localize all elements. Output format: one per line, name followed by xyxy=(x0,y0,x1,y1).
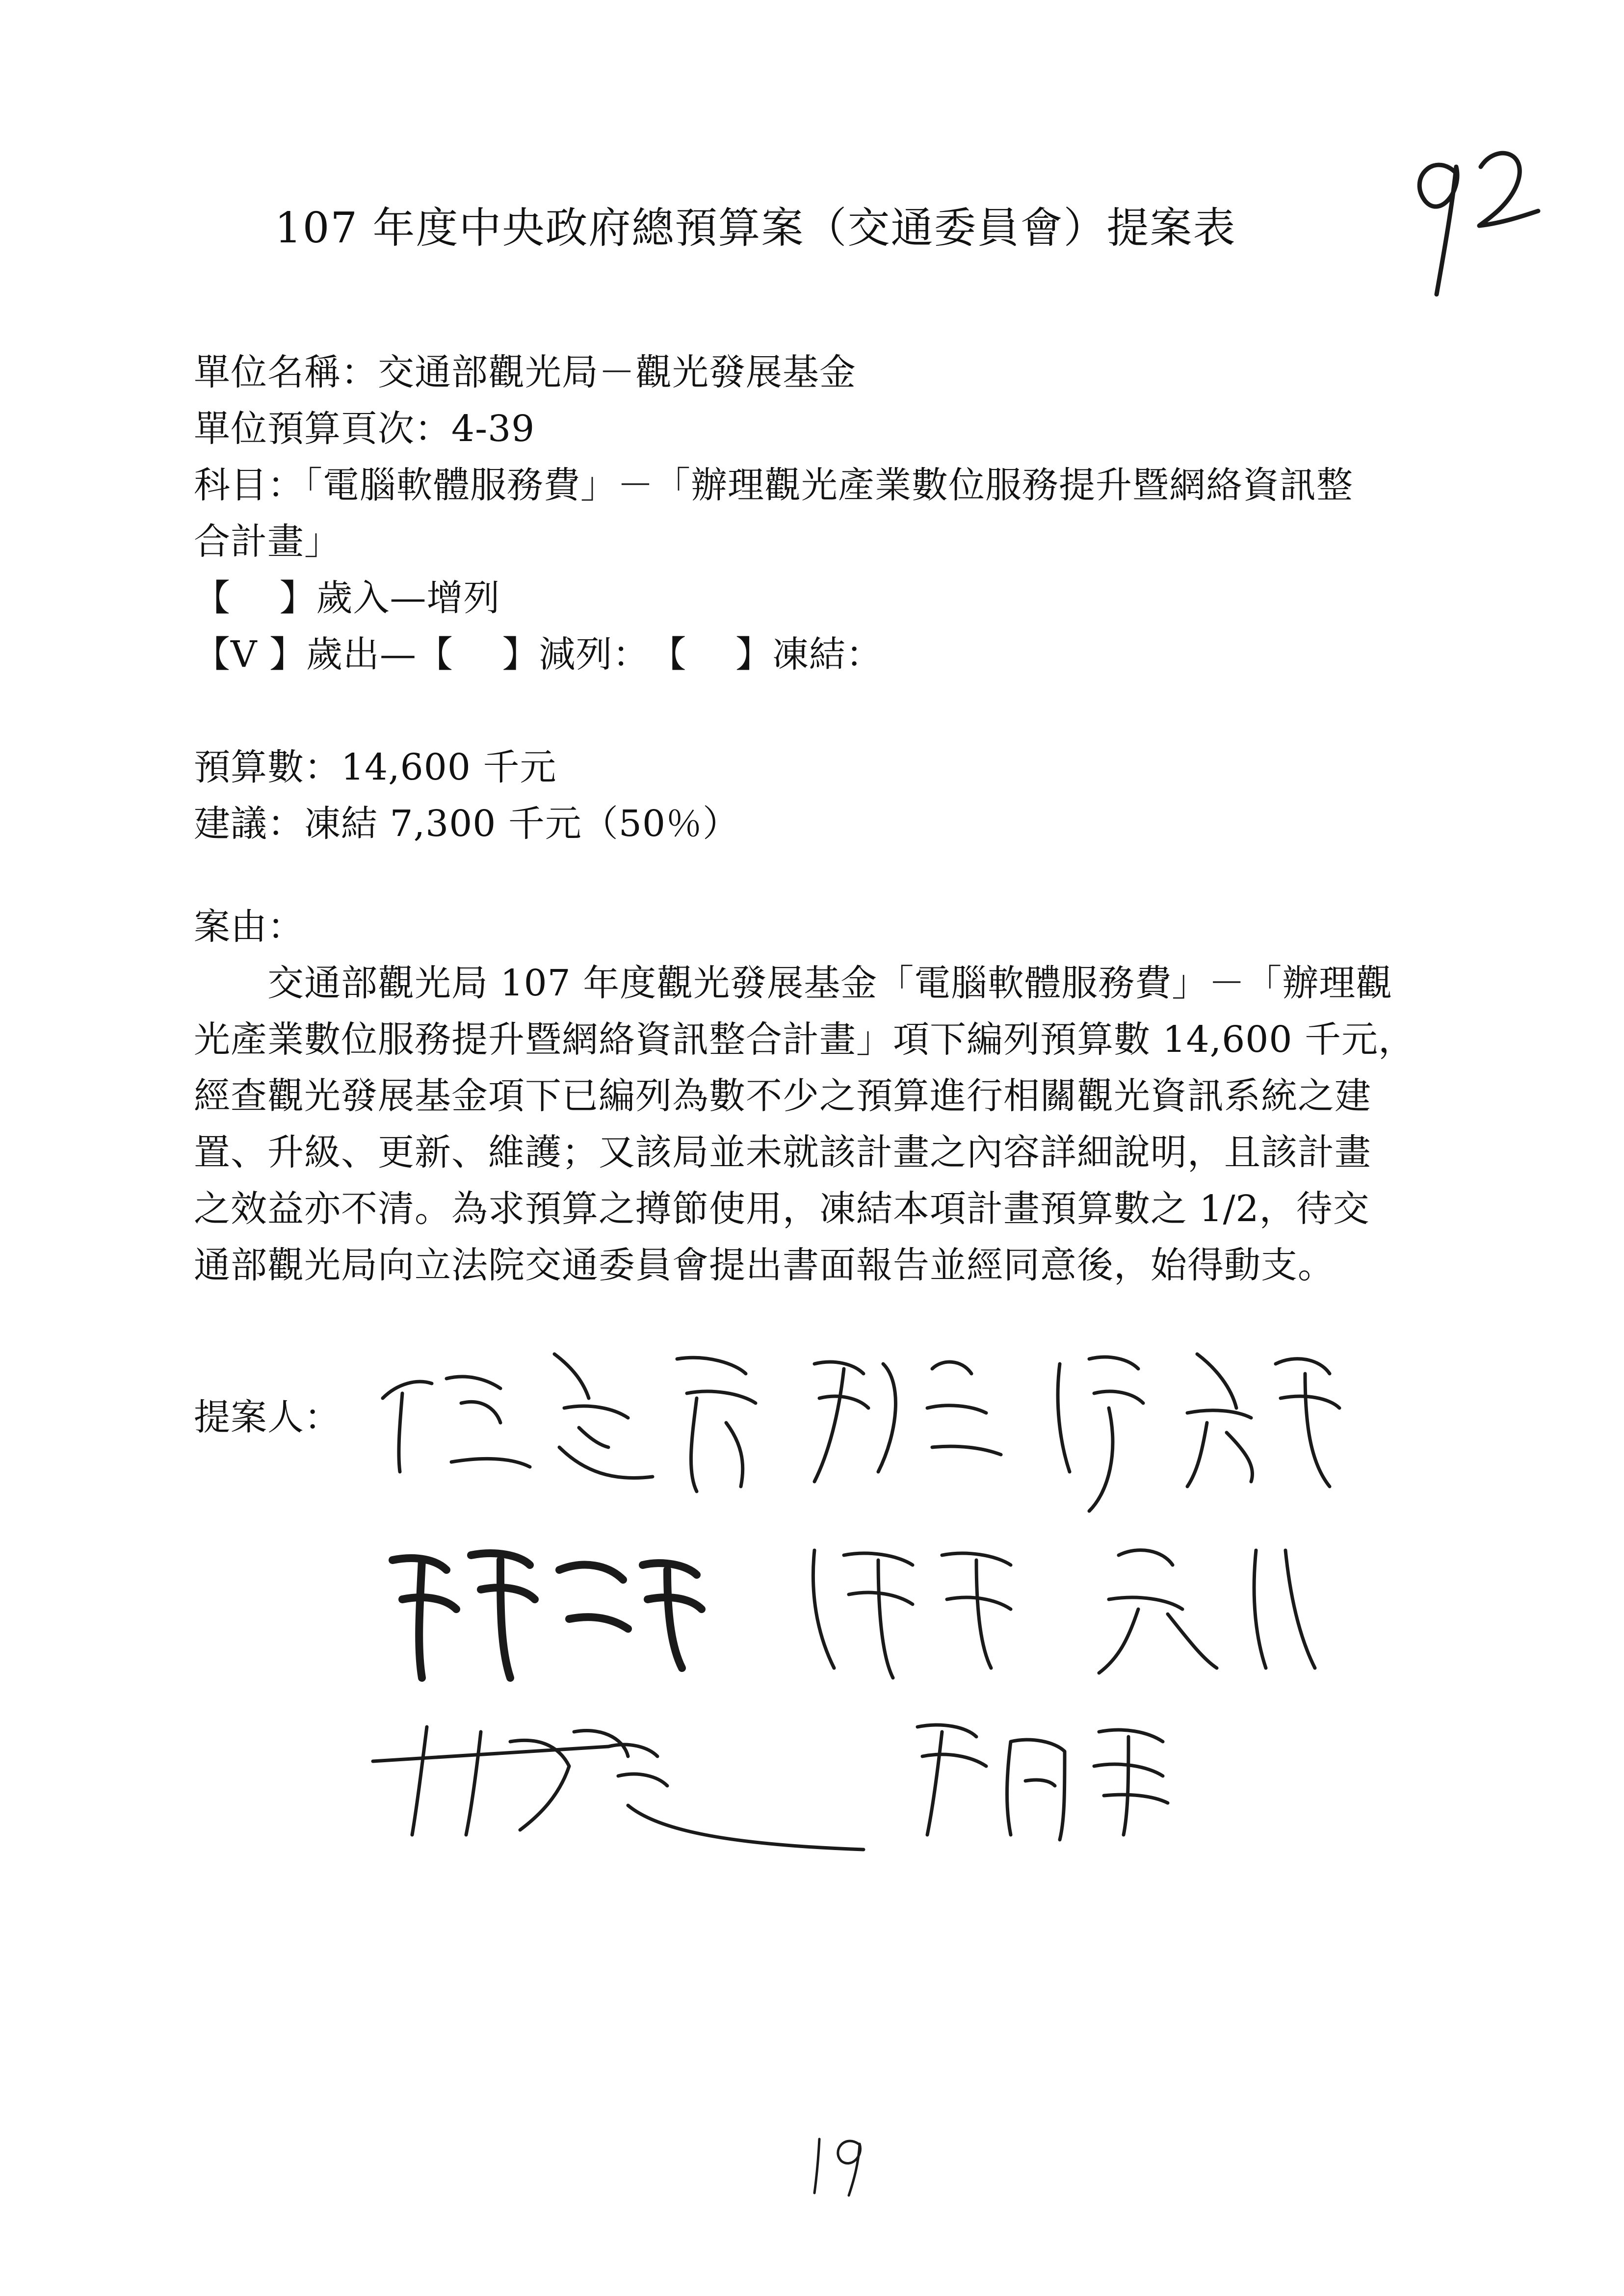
subject-line-2: 合計畫」 xyxy=(194,521,341,563)
budget-page: 單位預算頁次：4-39 xyxy=(194,408,535,450)
revenue-option: 【 】歲入—增列 xyxy=(194,577,500,619)
handwritten-footer-number xyxy=(805,2124,883,2198)
signature-row-1 xyxy=(383,1354,1339,1511)
reason-line-1: 交通部觀光局 107 年度觀光發展基金「電腦軟體服務費」－「辦理觀 xyxy=(194,962,1393,1004)
document-title: 107 年度中央政府總預算案（交通委員會）提案表 xyxy=(275,204,1236,253)
suggestion: 建議：凍結 7,300 千元（50％） xyxy=(194,803,740,845)
budget-amount: 預算數：14,600 千元 xyxy=(194,746,557,788)
expense-option: 【V 】歲出—【 】減列： 【 】凍結： xyxy=(194,633,883,676)
reason-line-6: 通部觀光局向立法院交通委員會提出書面報告並經同意後，始得動支。 xyxy=(194,1244,1335,1286)
proposer-label: 提案人： xyxy=(194,1396,341,1438)
handwritten-signatures xyxy=(353,1325,1482,1889)
unit-name: 單位名稱：交通部觀光局－觀光發展基金 xyxy=(194,351,856,393)
reason-label: 案由： xyxy=(194,906,304,948)
reason-line-4: 置、升級、更新、維護；又該局並未就該計畫之內容詳細說明，且該計畫 xyxy=(194,1131,1371,1174)
reason-line-2: 光產業數位服務提升暨網絡資訊整合計畫」項下編列預算數 14,600 千元， xyxy=(194,1018,1415,1061)
reason-line-3: 經查觀光發展基金項下已編列為數不少之預算進行相關觀光資訊系統之建 xyxy=(194,1075,1371,1117)
reason-line-5: 之效益亦不清。為求預算之撙節使用，凍結本項計畫預算數之 1/2，待交 xyxy=(194,1188,1370,1230)
subject-line-1: 科目：「電腦軟體服務費」－「辦理觀光產業數位服務提升暨網絡資訊整 xyxy=(194,464,1353,506)
signature-row-3 xyxy=(373,1725,1168,1850)
signature-row-2 xyxy=(393,1553,702,1678)
handwritten-page-number xyxy=(1398,132,1545,309)
